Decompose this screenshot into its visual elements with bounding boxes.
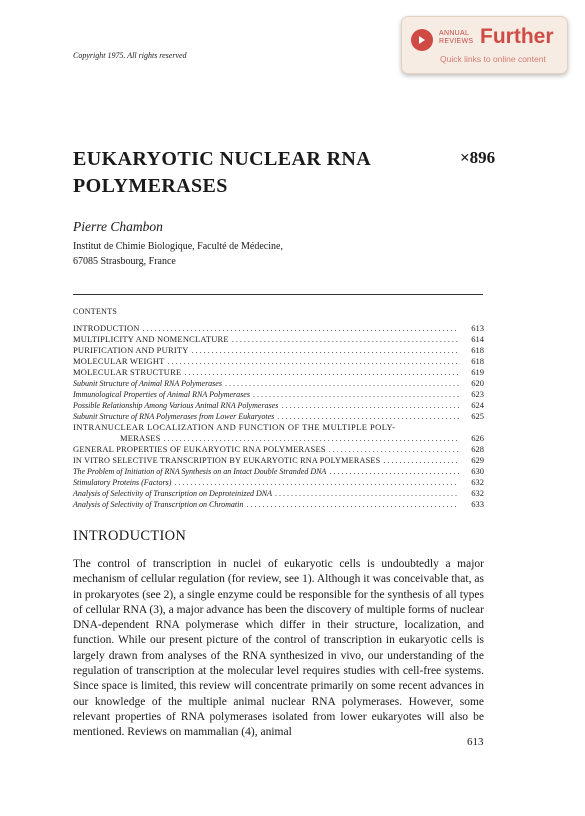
toc-label: MULTIPLICITY AND NOMENCLATURE (73, 334, 229, 344)
toc-page: 632 (471, 488, 484, 498)
introduction-heading: INTRODUCTION (73, 528, 187, 544)
toc-label: PURIFICATION AND PURITY (73, 345, 189, 355)
toc-entry-subunit-animal[interactable] (73, 378, 484, 389)
toc-entry-deproteinized[interactable] (73, 488, 484, 499)
toc-label: IN VITRO SELECTIVE TRANSCRIPTION BY EUKARYOTIC RNA POLYMERASES (73, 456, 381, 465)
toc-label: INTRANUCLEAR LOCALIZATION AND FUNCTION OF THE MULTIPLE POLY- (73, 422, 396, 432)
toc-page: 628 (471, 444, 484, 454)
introduction-paragraph: The control of transcription in nuclei of eukaryotic cells is undoubtedly a major mechanism of cellular regulation (for review, see 1). Although it was conceivable that, as in prokaryotes (see 2), a single enzyme could be responsible for the synthesis of all types of cellular RNA (3), a major advance has been the discovery of multiple forms of nuclear DNA-dependent RNA polymerase which differ in their structure, localization, and function. While our present picture of the control of transcription in eukaryotic cells is largely drawn from analyses of the RNA synthesized in vivo, our understanding of the regulation of transcription at the molecular level requires studies with cell-free systems. Since space is limited, this review will concentrate primarily on some recent advances in our knowledge of the multiple animal nuclear RNA polymerases. However, some relevant properties of RNA polymerases isolated from lower eukaryotes will also be mentioned. Reviews on mammalian (4), animal (73, 558, 484, 739)
toc-entry-intranuclear[interactable] (73, 422, 484, 433)
toc-page: 613 (471, 323, 484, 333)
toc-entry-immunological[interactable] (73, 389, 484, 400)
toc-label: MERASES (120, 433, 161, 443)
toc-leader (232, 334, 459, 345)
toc-entry-in-vitro[interactable] (73, 455, 484, 466)
toc-page: 625 (471, 411, 484, 421)
toc-leader (281, 400, 459, 411)
toc-leader (253, 389, 459, 400)
toc-leader (277, 411, 459, 422)
annual-reviews-wordmark: ANNUAL REVIEWS (439, 30, 474, 45)
toc-page: 623 (471, 389, 484, 399)
toc-entry-multiplicity[interactable] (73, 334, 484, 345)
further-label: Further (480, 25, 554, 48)
toc-entry-molecular-structure[interactable] (73, 367, 484, 378)
toc-leader (184, 367, 459, 378)
toc-page: 630 (471, 466, 484, 476)
toc-leader (164, 433, 459, 444)
toc-label: Immunological Properties of Animal RNA Polymerases (73, 390, 250, 399)
toc-page: 626 (471, 433, 484, 443)
toc-leader (225, 378, 459, 389)
toc-page: 632 (471, 477, 484, 487)
article-title (73, 146, 413, 200)
toc-entry-relationship[interactable] (73, 400, 484, 411)
toc-leader (383, 455, 459, 466)
toc-page: 619 (471, 367, 484, 377)
author-affiliation (73, 239, 283, 269)
toc-leader (174, 477, 459, 488)
divider-rule (73, 294, 483, 295)
toc-leader (275, 488, 459, 499)
toc-leader (329, 466, 459, 477)
title-line-2: POLYMERASES (73, 175, 228, 197)
toc-label: Possible Relationship Among Various Animal RNA Polymerases (73, 401, 279, 410)
toc-label: MOLECULAR WEIGHT (73, 356, 165, 366)
toc-entry-chromatin[interactable] (73, 499, 484, 510)
further-badge[interactable] (401, 16, 568, 74)
toc-entry-intranuclear-cont[interactable] (73, 433, 484, 444)
toc-label: Subunit Structure of Animal RNA Polymerases (73, 379, 222, 388)
toc-entry-purification[interactable] (73, 345, 484, 356)
title-line-1: EUKARYOTIC NUCLEAR RNA (73, 148, 372, 170)
reference-code: ×896 (460, 148, 496, 167)
toc-leader (168, 356, 459, 367)
toc-label: Analysis of Selectivity of Transcription on Chromatin (73, 500, 244, 509)
further-subtitle: Quick links to online content (440, 54, 546, 64)
toc-entry-molecular-weight[interactable] (73, 356, 484, 367)
toc-page: 618 (471, 345, 484, 355)
toc-entry-stimulatory[interactable] (73, 477, 484, 488)
annual-reviews-logo-icon (411, 29, 433, 51)
author-name: Pierre Chambon (73, 219, 163, 234)
toc-entry-subunit-lower[interactable] (73, 411, 484, 422)
toc-page: 618 (471, 356, 484, 366)
toc-entry-initiation[interactable] (73, 466, 484, 477)
toc-leader (246, 499, 459, 510)
toc-page: 629 (471, 455, 484, 465)
toc-page: 620 (471, 378, 484, 388)
toc-page: 624 (471, 400, 484, 410)
toc-label: Analysis of Selectivity of Transcription on Deproteinized DNA (73, 489, 273, 498)
toc-leader (329, 444, 459, 455)
toc-page: 633 (471, 499, 484, 509)
toc-leader (192, 345, 459, 356)
copyright-notice: Copyright 1975. All rights reserved (73, 51, 187, 60)
toc-label: The Problem of Initiation of RNA Synthesis on an Intact Double Stranded DNA (73, 467, 327, 476)
affiliation-line-2: 67085 Strasbourg, France (73, 256, 176, 267)
toc-label: MOLECULAR STRUCTURE (73, 367, 182, 377)
toc-label: Subunit Structure of RNA Polymerases from Lower Eukaryotes (73, 412, 275, 421)
toc-label: INTRODUCTION (73, 323, 140, 333)
toc-label: Stimulatory Proteins (Factors) (73, 478, 172, 487)
toc-entry-introduction[interactable] (73, 323, 484, 334)
toc-label: GENERAL PROPERTIES OF EUKARYOTIC RNA POLYMERASES (73, 444, 326, 454)
contents-heading: CONTENTS (73, 307, 118, 316)
affiliation-line-1: Institut de Chimie Biologique, Faculté de Médecine, (73, 241, 283, 252)
toc-entry-general-properties[interactable] (73, 444, 484, 455)
toc-page: 614 (471, 334, 484, 344)
page-number: 613 (467, 736, 484, 748)
toc-leader (143, 323, 459, 334)
